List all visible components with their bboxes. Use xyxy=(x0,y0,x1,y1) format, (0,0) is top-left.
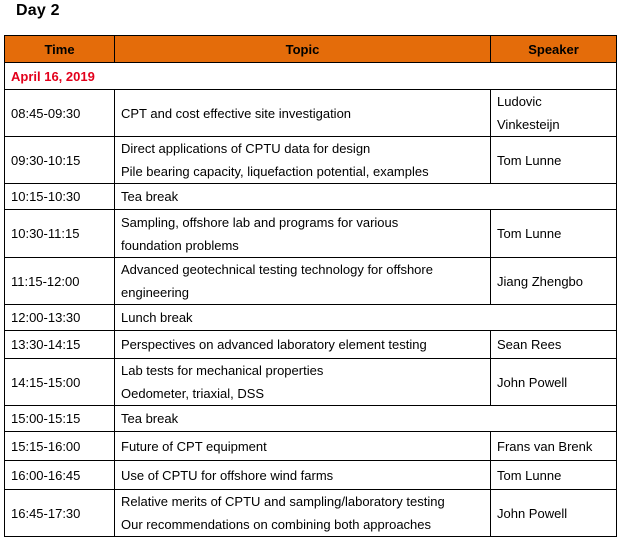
session-topic xyxy=(115,331,491,359)
date-row xyxy=(5,63,617,90)
speaker-line: Tom Lunne xyxy=(497,226,562,241)
session-date: April 16, 2019 xyxy=(5,63,617,90)
schedule-row xyxy=(5,90,617,137)
topic-line: Lab tests for mechanical properties xyxy=(121,363,324,378)
session-topic xyxy=(115,461,491,490)
session-topic xyxy=(115,184,617,210)
session-speaker xyxy=(491,210,617,258)
session-speaker xyxy=(491,258,617,305)
time-header: Time xyxy=(5,36,115,63)
session-speaker xyxy=(491,90,617,137)
topic-line: Pile bearing capacity, liquefaction potential, examples xyxy=(121,164,429,179)
session-topic xyxy=(115,490,491,537)
topic-line: Use of CPTU for offshore wind farms xyxy=(121,467,334,483)
speaker-line: Sean Rees xyxy=(497,337,562,352)
speaker-line: Vinkesteijn xyxy=(497,117,560,132)
speaker-line: Tom Lunne xyxy=(497,152,562,168)
schedule-row xyxy=(5,331,617,359)
session-topic xyxy=(115,432,491,461)
session-topic xyxy=(115,359,491,406)
speaker-line: Ludovic xyxy=(497,94,542,109)
session-time: 16:45-17:30 xyxy=(5,490,115,537)
header-row xyxy=(5,36,617,63)
speaker-line: Tom Lunne xyxy=(497,467,562,483)
schedule-row xyxy=(5,137,617,184)
session-topic xyxy=(115,210,491,258)
session-topic xyxy=(115,258,491,305)
topic-line: Future of CPT equipment xyxy=(121,438,267,454)
schedule-row xyxy=(5,432,617,461)
session-time: 08:45-09:30 xyxy=(5,90,115,137)
topic-line: Tea break xyxy=(121,189,179,204)
session-topic xyxy=(115,305,617,331)
schedule-row xyxy=(5,359,617,406)
session-speaker xyxy=(491,359,617,406)
session-time: 09:30-10:15 xyxy=(5,137,115,184)
topic-line: Relative merits of CPTU and sampling/laboratory testing xyxy=(121,494,445,509)
speaker-line: John Powell xyxy=(497,374,568,390)
topic-header: Topic xyxy=(115,36,491,63)
topic-line: Advanced geotechnical testing technology for offshore xyxy=(121,262,433,277)
schedule-row xyxy=(5,184,617,210)
topic-line: foundation problems xyxy=(121,237,239,253)
session-time: 12:00-13:30 xyxy=(5,305,115,331)
topic-line: Our recommendations on combining both approaches xyxy=(121,517,432,532)
schedule-row xyxy=(5,210,617,258)
schedule-row xyxy=(5,461,617,490)
session-time: 10:15-10:30 xyxy=(5,184,115,210)
session-speaker xyxy=(491,331,617,359)
schedule-row xyxy=(5,406,617,432)
session-time: 15:00-15:15 xyxy=(5,406,115,432)
session-topic xyxy=(115,137,491,184)
topic-line: Direct applications of CPTU data for design xyxy=(121,141,371,156)
topic-line: Lunch break xyxy=(121,310,193,325)
topic-line: Perspectives on advanced laboratory element testing xyxy=(121,337,427,352)
session-topic xyxy=(115,90,491,137)
session-time: 11:15-12:00 xyxy=(5,258,115,305)
session-topic xyxy=(115,406,617,432)
speaker-line: John Powell xyxy=(497,505,568,521)
speaker-line: Jiang Zhengbo xyxy=(497,273,584,289)
speaker-line: Frans van Brenk xyxy=(497,438,593,454)
session-time: 15:15-16:00 xyxy=(5,432,115,461)
session-time: 10:30-11:15 xyxy=(5,210,115,258)
session-speaker xyxy=(491,461,617,490)
session-speaker xyxy=(491,432,617,461)
speaker-header: Speaker xyxy=(491,36,617,63)
schedule-table xyxy=(4,35,617,537)
session-time: 16:00-16:45 xyxy=(5,461,115,490)
session-time: 13:30-14:15 xyxy=(5,331,115,359)
topic-line: engineering xyxy=(121,285,189,300)
session-speaker xyxy=(491,490,617,537)
schedule-row xyxy=(5,490,617,537)
topic-line: CPT and cost effective site investigation xyxy=(121,105,352,121)
topic-line: Sampling, offshore lab and programs for various xyxy=(121,214,399,230)
topic-line: Oedometer, triaxial, DSS xyxy=(121,386,265,401)
schedule-row xyxy=(5,305,617,331)
session-speaker xyxy=(491,137,617,184)
schedule-row xyxy=(5,258,617,305)
topic-line: Tea break xyxy=(121,411,179,426)
session-time: 14:15-15:00 xyxy=(5,359,115,406)
day-title: Day 2 xyxy=(16,2,60,19)
